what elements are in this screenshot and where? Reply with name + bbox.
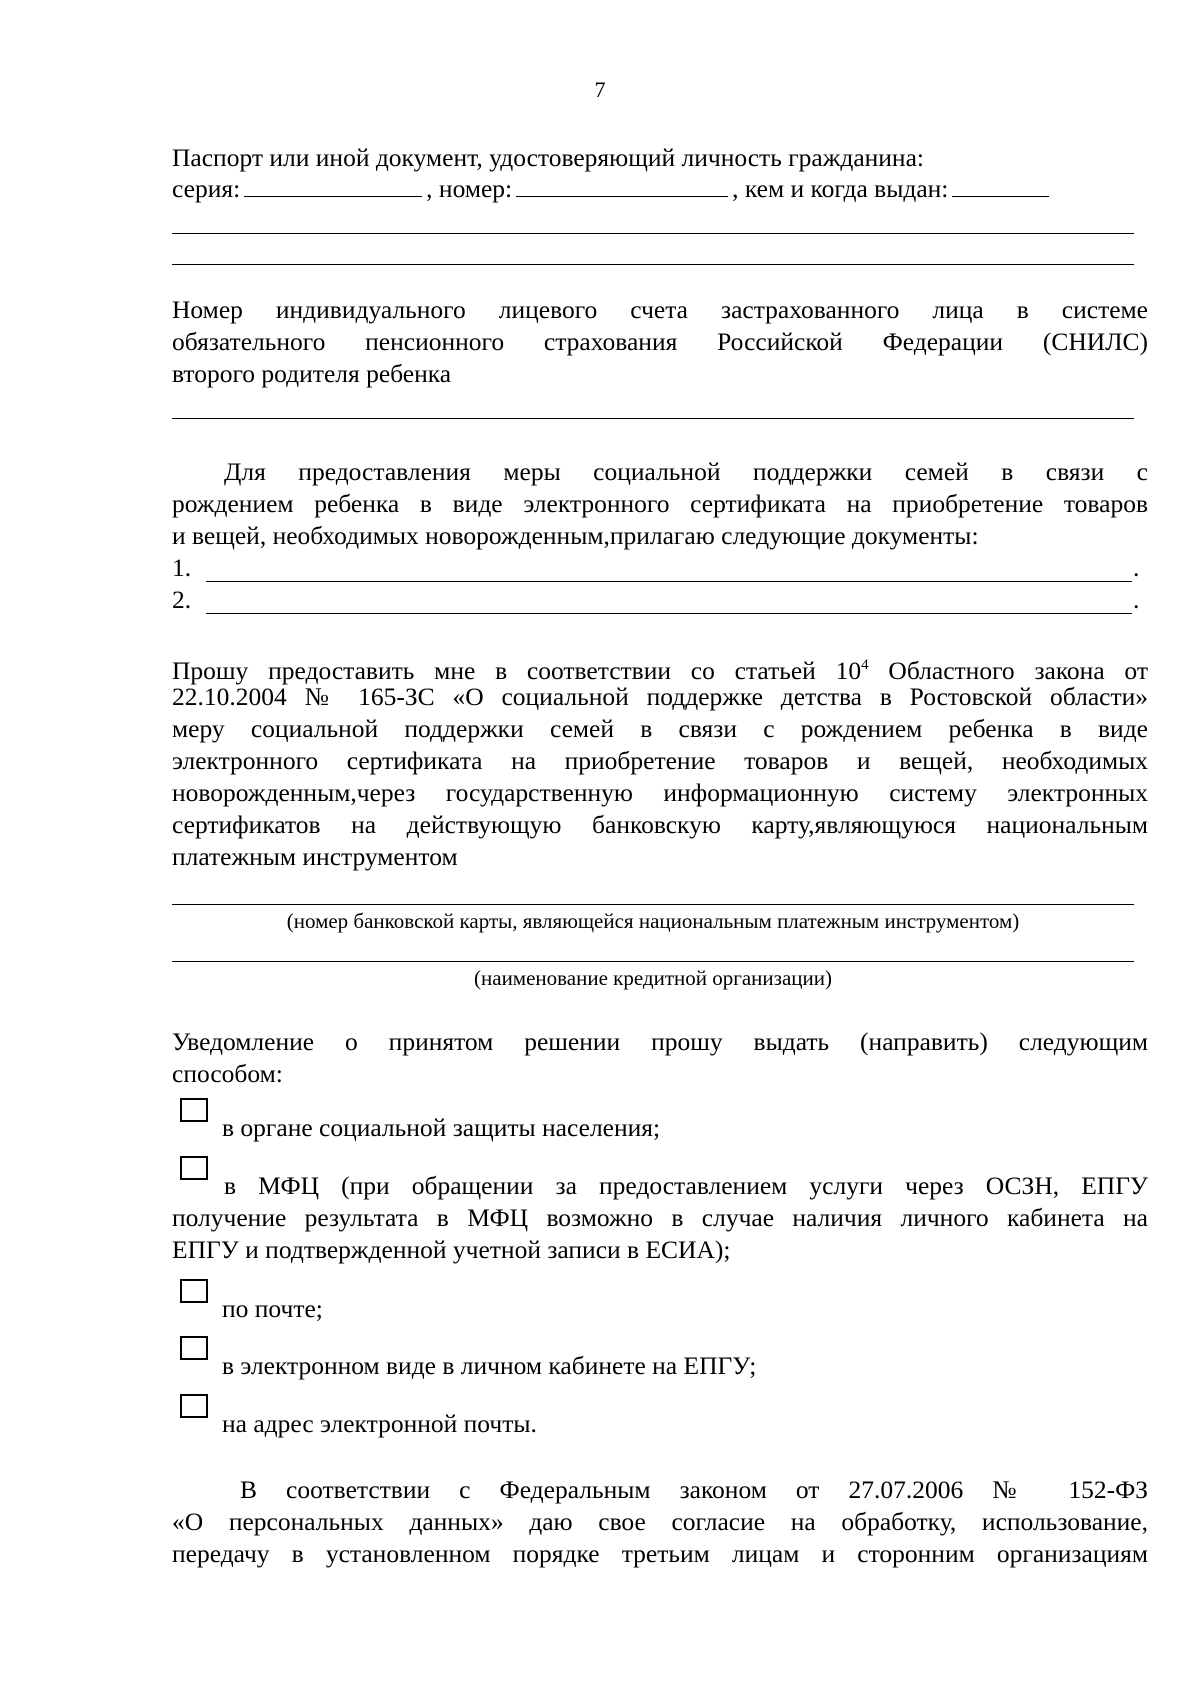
- passport-blank-line-1[interactable]: [172, 233, 1134, 234]
- passport-blank-line-2[interactable]: [172, 264, 1134, 265]
- page-number: 7: [594, 77, 606, 102]
- checkbox-email[interactable]: [180, 1394, 208, 1418]
- series-blank[interactable]: [244, 174, 422, 197]
- document-item-2: [172, 584, 191, 616]
- documents-line-3: и вещей, необходимых новорожденным,прилагаю следующие документы:: [172, 521, 979, 550]
- request-line-1-pre: Прошу предоставить мне в соответствии со статьей 10: [172, 656, 862, 685]
- checkbox-epgu[interactable]: [180, 1336, 208, 1360]
- passport-title: Паспорт или иной документ, удостоверяющий личность гражданина:: [172, 143, 924, 172]
- bank-name-blank[interactable]: [172, 961, 1134, 962]
- snils-blank-line[interactable]: [172, 418, 1134, 419]
- request-line-7: платежным инструментом: [172, 842, 458, 871]
- item-1-number: 1.: [172, 553, 192, 582]
- notification-line-1: Уведомление о принятом решении прошу выдать (направить) следующим: [172, 1027, 1148, 1056]
- item-2-period: .: [1133, 585, 1140, 614]
- option-email: на адрес электронной почты.: [222, 1409, 537, 1438]
- issued-label: , кем и когда выдан:: [732, 174, 949, 203]
- option-epgu: в электронном виде в личном кабинете на ЕПГУ;: [222, 1351, 757, 1380]
- checkbox-mail[interactable]: [180, 1279, 208, 1303]
- option-mail: по почте;: [222, 1294, 323, 1323]
- request-line-3: меру социальной поддержки семей в связи с рождением ребенка в виде: [172, 714, 1148, 743]
- item-1-period: .: [1133, 553, 1140, 582]
- card-number-caption: (номер банковской карты, являющейся национальным платежным инструментом): [286, 909, 1020, 933]
- request-article-sup: 4: [861, 657, 869, 673]
- item-2-number: 2.: [172, 585, 192, 614]
- option-mfc-line-1: в МФЦ (при обращении за предоставлением услуги через ОСЗН, ЕПГУ: [224, 1171, 1148, 1200]
- option-social-protection: в органе социальной защиты населения;: [222, 1113, 661, 1142]
- consent-line-1: В соответствии с Федеральным законом от 27.07.2006 № 152-ФЗ: [240, 1475, 1148, 1504]
- snils-line-3: второго родителя ребенка: [172, 359, 452, 388]
- consent-line-3: передачу в установленном порядке третьим лицам и сторонним организациям: [172, 1539, 1148, 1568]
- document-item-1-blank[interactable]: [206, 581, 1132, 582]
- snils-line-1: Номер индивидуального лицевого счета застрахованного лица в системе: [172, 295, 1148, 324]
- document-item-1: [172, 552, 191, 584]
- request-line-2: 22.10.2004 № 165-ЗС «О социальной поддержке детства в Ростовской области»: [172, 682, 1148, 711]
- consent-line-2: «О персональных данных» даю свое согласие на обработку, использование,: [172, 1507, 1148, 1536]
- request-line-6: сертификатов на действующую банковскую карту,являющуюся национальным: [172, 810, 1148, 839]
- number-blank[interactable]: [516, 174, 728, 197]
- card-number-blank[interactable]: [172, 904, 1134, 905]
- checkbox-mfc[interactable]: [180, 1156, 208, 1180]
- document-item-2-blank[interactable]: [206, 613, 1132, 614]
- request-line-5: новорожденным,через государственную информационную систему электронных: [172, 778, 1148, 807]
- documents-line-1: Для предоставления меры социальной поддержки семей в связи с: [224, 457, 1148, 486]
- series-label: серия:: [172, 174, 241, 203]
- issued-blank[interactable]: [952, 174, 1049, 197]
- passport-fields-line: [172, 173, 1053, 205]
- option-mfc-line-3: ЕПГУ и подтвержденной учетной записи в ЕСИА);: [172, 1235, 731, 1264]
- documents-line-2: рождением ребенка в виде электронного сертификата на приобретение товаров: [172, 489, 1148, 518]
- request-line-1-post: Областного закона от: [868, 656, 1148, 685]
- number-label: , номер:: [426, 174, 513, 203]
- option-mfc-line-2: получение результата в МФЦ возможно в случае наличия личного кабинета на: [172, 1203, 1148, 1232]
- snils-line-2: обязательного пенсионного страхования Российской Федерации (СНИЛС): [172, 327, 1148, 356]
- bank-name-caption: (наименование кредитной организации): [474, 966, 832, 990]
- checkbox-social-protection[interactable]: [180, 1098, 208, 1122]
- request-line-4: электронного сертификата на приобретение товаров и вещей, необходимых: [172, 746, 1148, 775]
- notification-line-2: способом:: [172, 1059, 283, 1088]
